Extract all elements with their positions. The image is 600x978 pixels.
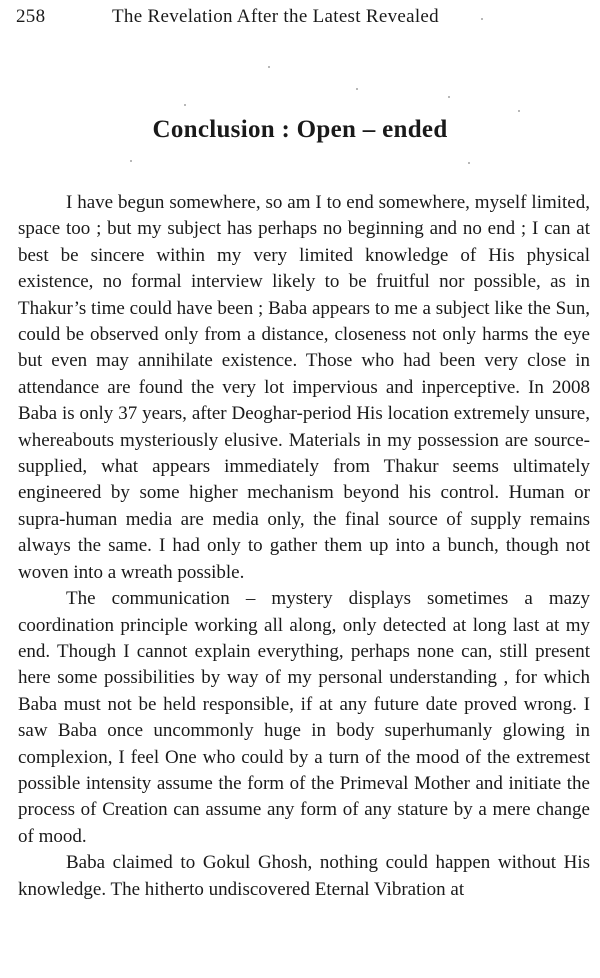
- paragraph-3: Baba claimed to Gokul Ghosh, nothing could happen without His knowledge. The hitherto undiscovered Eternal Vibration at: [18, 852, 590, 900]
- paragraph-1: I have begun somewhere, so am I to end somewhere, myself limited, space too ; but my subject has perhaps no beginning and no end ; I can at best be sincere within my very limited knowledge of His physical existence, no formal interview likely to be fruitful nor possible, as in Thakur’s time could have been ; Baba appears to me a subject like the Sun, could be observed only from a distance, closeness not only harms the eye but even may annihilate existence. Those who had been very close in attendance are found the very lot impervious and inperceptive. In 2008 Baba is only 37 years, after Deoghar-period His location extremely unsure, whereabouts mysteriously elusive. Materials in my possession are source-supplied, what appears immediately from Thakur seems ultimately engineered by some higher mechanism beyond his control. Human or supra-human media are media only, the final source of supply remains always the same. I had only to gather them up into a bunch, though not woven into a wreath possible.: [18, 192, 590, 583]
- scan-speck: [130, 160, 132, 162]
- page-number: 258: [16, 6, 46, 27]
- scan-speck: [481, 18, 483, 20]
- scan-speck: [184, 104, 186, 106]
- body-text: [18, 190, 590, 903]
- running-title: The Revelation After the Latest Revealed: [112, 6, 439, 27]
- scan-speck: [268, 66, 270, 68]
- paragraph-2: The communication – mystery displays sometimes a mazy coordination principle working all along, only detected at long last at my end. Though I cannot explain everything, perhaps none can, still present here some possibilities by way of my personal understanding , for which Baba must not be held responsible, if at any future date proved wrong. I saw Baba once uncommonly huge in body superhumanly glowing in complexion, I feel One who could by a turn of the mood of the extremest possible intensity assume the form of the Primeval Mother and initiate the process of Creation can assume any form of any stature by a mere change of mood.: [18, 588, 590, 847]
- scan-speck: [518, 110, 520, 112]
- scan-speck: [468, 162, 470, 164]
- scan-speck: [356, 88, 358, 90]
- chapter-title: Conclusion : Open – ended: [152, 116, 448, 143]
- scan-speck: [448, 96, 450, 98]
- running-head: [16, 6, 584, 32]
